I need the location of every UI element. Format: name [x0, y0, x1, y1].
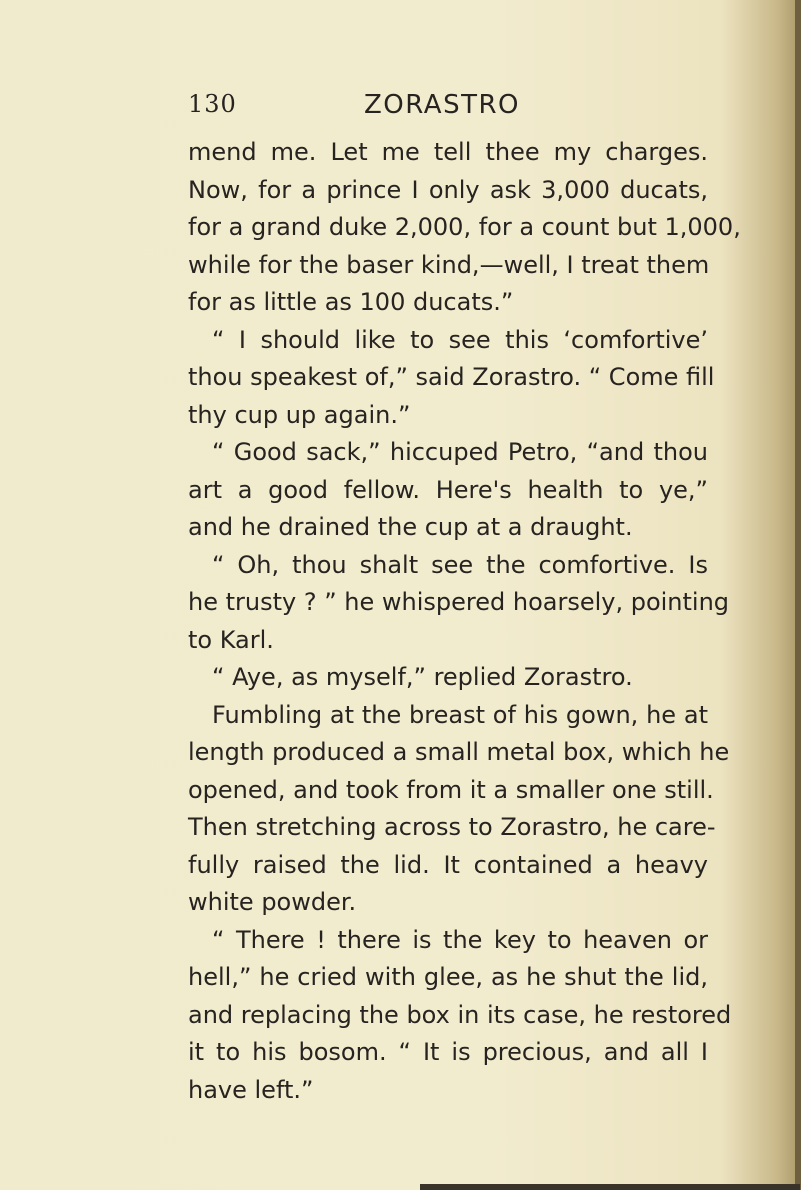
text-line: “ Oh, thou shalt see the comfortive. Is — [212, 550, 708, 579]
text-line: “ Good sack,” hiccuped Petro, “and thou — [212, 438, 708, 466]
text-line: hell,” he cried with glee, as he shut the lid, — [188, 963, 708, 991]
page-number: 130 — [188, 90, 237, 118]
text-line: he trusty ? ” he whispered hoarsely, pointing — [188, 588, 730, 616]
text-line: have left.” — [188, 1075, 314, 1104]
text-line: “ Aye, as myself,” replied Zorastro. — [212, 663, 633, 691]
page-bottom-edge — [420, 1184, 800, 1190]
text-line: to Karl. — [188, 625, 274, 654]
text-line: white powder. — [188, 888, 357, 916]
text-line: mend me. Let me tell thee my charges. — [188, 138, 708, 166]
text-line: art a good fellow. Here's health to ye,” — [188, 475, 708, 504]
text-line: Fumbling at the breast of his gown, he at — [212, 700, 708, 729]
text-line: length produced a small metal box, which he — [188, 738, 730, 766]
text-line: thy cup up again.” — [188, 400, 411, 429]
text-line: Then stretching across to Zorastro, he care- — [188, 813, 716, 841]
text-line: and replacing the box in its case, he restored — [188, 1000, 732, 1029]
text-line: thou speakest of,” said Zorastro. “ Come fill — [188, 363, 715, 391]
page-edge-shadow — [795, 0, 801, 1190]
body-text — [188, 134, 741, 1109]
text-line: fully raised the lid. It contained a heavy — [188, 850, 708, 879]
text-line: while for the baser kind,—well, I treat them — [188, 250, 710, 279]
text-line: “ I should like to see this ‘comfortive’ — [212, 325, 708, 354]
text-line: Now, for a prince I only ask 3,000 ducats, — [188, 175, 708, 204]
running-title: ZORASTRO — [364, 90, 520, 120]
text-line: and he drained the cup at a draught. — [188, 513, 633, 541]
text-line: it to his bosom. “ It is precious, and all I — [188, 1038, 708, 1066]
running-head — [188, 82, 708, 126]
text-line: opened, and took from it a smaller one still. — [188, 775, 714, 804]
text-line: for a grand duke 2,000, for a count but 1,000, — [188, 213, 741, 241]
text-line: “ There ! there is the key to heaven or — [212, 925, 708, 954]
text-line: for as little as 100 ducats.” — [188, 288, 514, 316]
